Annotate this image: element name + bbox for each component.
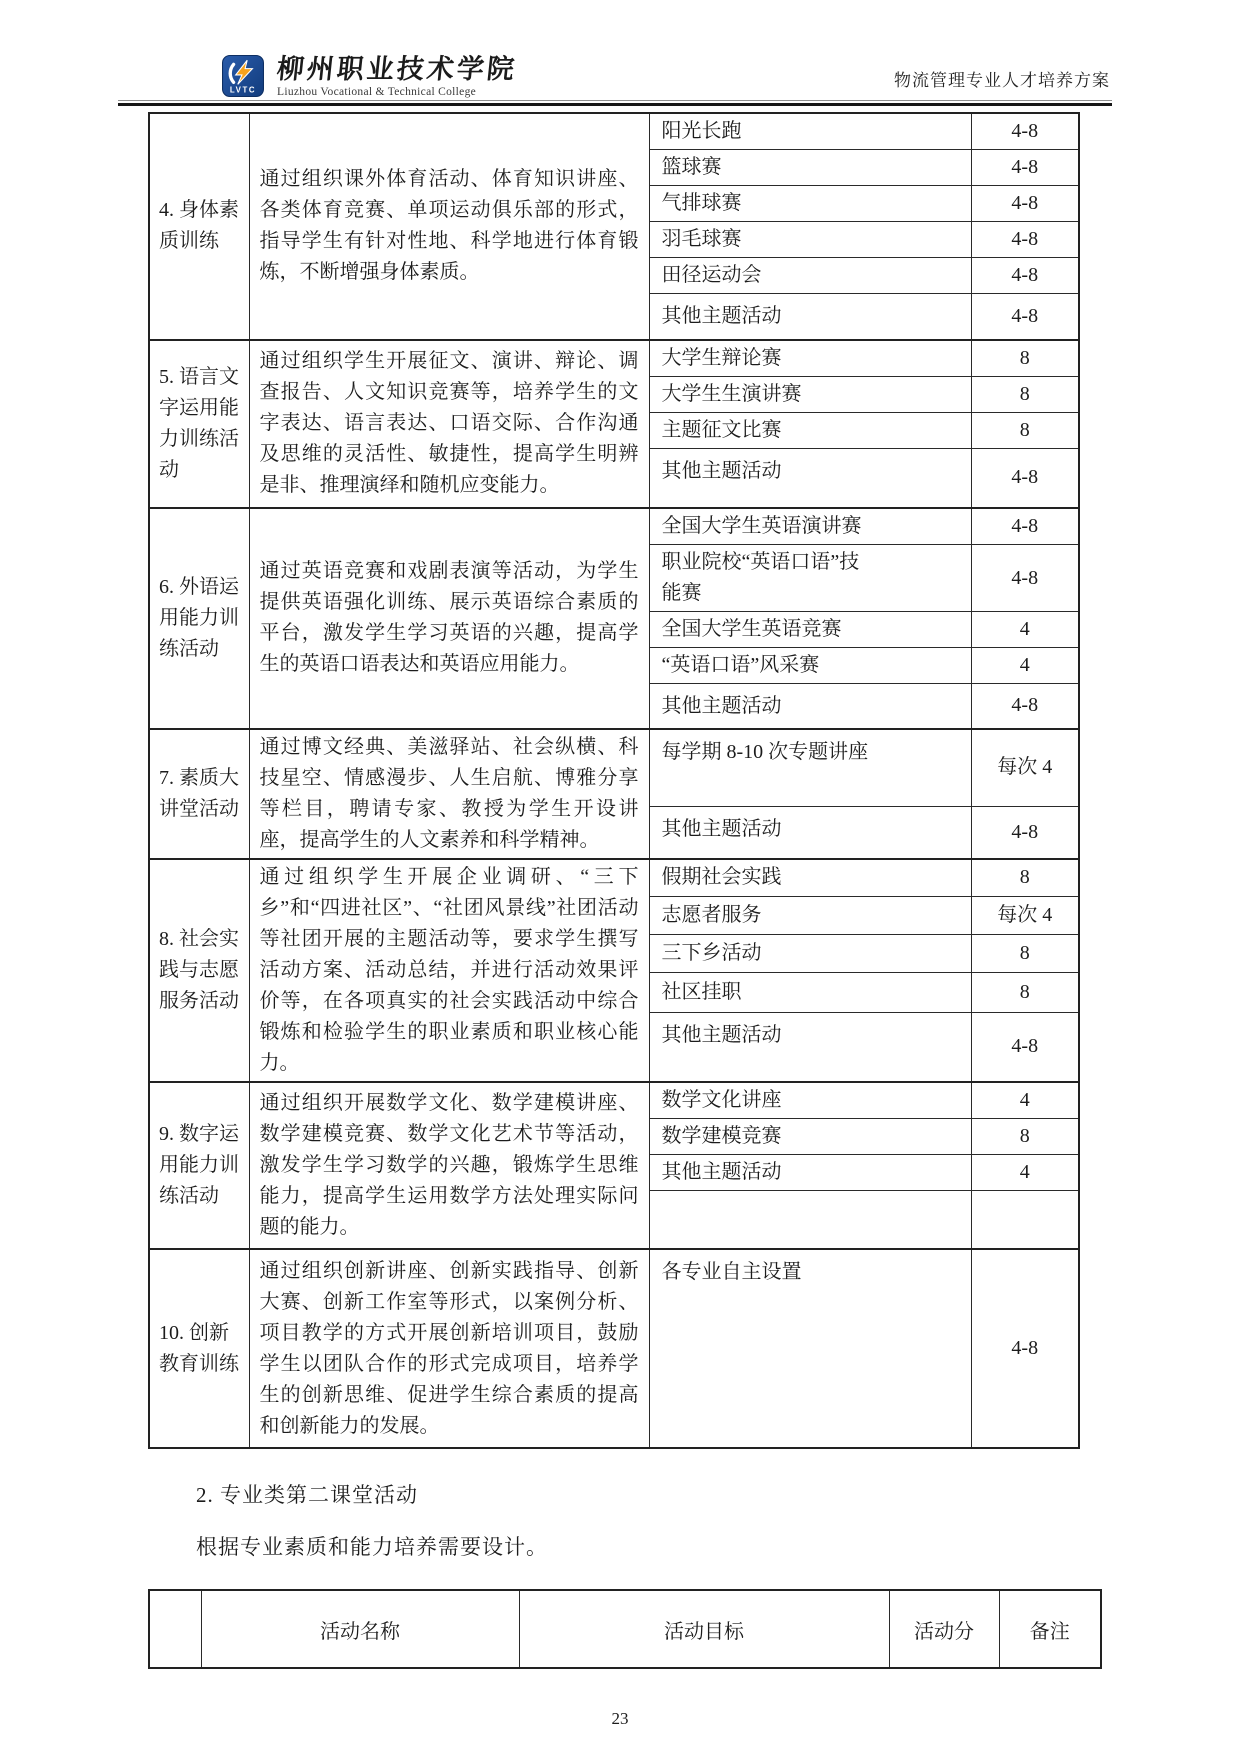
description-cell: 通过组织创新讲座、创新实践指导、创新大赛、创新工作室等形式，以案例分析、项目教学的方式开展创新培训项目，鼓励学生以团队合作的形式完成项目，培养学生的创新思维、促进学生综合素质的提高和创新能力的发展。 xyxy=(249,1249,649,1448)
activity-score-cell: 8 xyxy=(971,340,1079,377)
category-cell: 7. 素质大讲堂活动 xyxy=(149,729,249,859)
activity-score-cell: 4 xyxy=(971,648,1079,684)
category-cell: 5. 语言文字运用能力训练活动 xyxy=(149,340,249,509)
activity-score-cell: 4-8 xyxy=(971,1012,1079,1081)
activity-name-cell: 三下乡活动 xyxy=(649,935,971,973)
activity-score-cell: 每次 4 xyxy=(971,897,1079,935)
activity-score-cell: 4-8 xyxy=(971,806,1079,858)
activity-score-cell: 4-8 xyxy=(971,150,1079,186)
activity-name-cell: 阳光长跑 xyxy=(649,113,971,150)
activity-score-cell: 4 xyxy=(971,1154,1079,1190)
activity-name-cell: 篮球赛 xyxy=(649,150,971,186)
category-cell: 8. 社会实践与志愿服务活动 xyxy=(149,859,249,1082)
activity-score-cell: 8 xyxy=(971,972,1079,1012)
category-cell: 9. 数字运用能力训练活动 xyxy=(149,1082,249,1250)
activity-score-cell: 4-8 xyxy=(971,222,1079,258)
activity-score-cell: 4-8 xyxy=(971,113,1079,150)
college-name-en: Liuzhou Vocational & Technical College xyxy=(277,86,477,98)
college-logo xyxy=(222,54,517,98)
activity-score-cell: 4-8 xyxy=(971,186,1079,222)
activity-name-cell: 志愿者服务 xyxy=(649,897,971,935)
activity-name-cell: 其他主题活动 xyxy=(649,806,971,858)
activity-score-cell: 8 xyxy=(971,412,1079,448)
category-cell: 4. 身体素质训练 xyxy=(149,113,249,340)
lvtc-abbr-text: LVTC xyxy=(229,85,257,95)
table-header-row xyxy=(149,1590,1101,1668)
description-cell: 通过组织学生开展企业调研、“三下乡”和“四进社区”、“社团风景线”社团活动等社团开展的主题活动等，要求学生撰写活动方案、活动总结，并进行活动效果评价等，在各项真实的社会实践活动中综合锻炼和检验学生的职业素质和职业核心能力。 xyxy=(249,859,649,1082)
activity-name-cell: 其他主题活动 xyxy=(649,1154,971,1190)
bottom-header-empty xyxy=(149,1590,201,1668)
activity-score-cell: 每次 4 xyxy=(971,729,1079,807)
table-row xyxy=(149,1249,1079,1448)
category-cell: 10. 创新教育训练 xyxy=(149,1249,249,1448)
activity-score-cell: 4-8 xyxy=(971,448,1079,508)
activity-score-cell: 4-8 xyxy=(971,1249,1079,1448)
activity-score-cell: 4-8 xyxy=(971,508,1079,545)
activity-name-cell: 大学生辩论赛 xyxy=(649,340,971,377)
table-row xyxy=(149,729,1079,807)
description-cell: 通过英语竞赛和戏剧表演等活动，为学生提供英语强化训练、展示英语综合素质的平台，激发学生学习英语的兴趣，提高学生的英语口语表达和英语应用能力。 xyxy=(249,508,649,729)
activity-name-cell: 全国大学生英语演讲赛 xyxy=(649,508,971,545)
activity-name-cell: 主题征文比赛 xyxy=(649,412,971,448)
lvtc-logo-icon xyxy=(222,55,264,97)
bottom-header-activity-goal: 活动目标 xyxy=(519,1590,889,1668)
section-body-text: 根据专业素质和能力培养需要设计。 xyxy=(196,1535,548,1559)
page-number: 23 xyxy=(611,1709,629,1728)
activity-name-cell: 其他主题活动 xyxy=(649,1012,971,1081)
activity-name-cell: 气排球赛 xyxy=(649,186,971,222)
activity-score-cell: 4-8 xyxy=(971,294,1079,340)
bottom-header-activity-name: 活动名称 xyxy=(201,1590,519,1668)
activity-name-cell: 每学期 8-10 次专题讲座 xyxy=(649,729,971,807)
second-classroom-activities-table xyxy=(148,112,1080,1449)
activity-name-cell: 社区挂职 xyxy=(649,972,971,1012)
description-cell: 通过组织开展数学文化、数学建模讲座、数学建模竞赛、数学文化艺术节等活动，激发学生学习数学的兴趣，锻炼学生思维能力，提高学生运用数学方法处理实际问题的能力。 xyxy=(249,1082,649,1250)
activity-score-cell: 4 xyxy=(971,612,1079,648)
activity-name-cell xyxy=(649,1190,971,1249)
activity-name-cell: 其他主题活动 xyxy=(649,684,971,729)
activity-name-cell: 假期社会实践 xyxy=(649,859,971,897)
activity-score-cell: 4-8 xyxy=(971,684,1079,729)
header-rule xyxy=(118,100,1112,106)
description-cell: 通过组织课外体育活动、体育知识讲座、各类体育竞赛、单项运动俱乐部的形式，指导学生有针对性地、科学地进行体育锻炼，不断增强身体素质。 xyxy=(249,113,649,340)
activity-name-cell: 其他主题活动 xyxy=(649,294,971,340)
activity-name-cell: “英语口语”风采赛 xyxy=(649,648,971,684)
bottom-header-activity-score: 活动分 xyxy=(889,1590,999,1668)
table-row xyxy=(149,113,1079,150)
college-name-cn: 柳州职业技术学院 xyxy=(275,54,519,84)
table-row xyxy=(149,508,1079,545)
activity-score-cell xyxy=(971,1190,1079,1249)
activity-score-cell: 4 xyxy=(971,1082,1079,1119)
activity-name-cell: 各专业自主设置 xyxy=(649,1249,971,1448)
activity-score-cell: 8 xyxy=(971,1118,1079,1154)
activity-score-cell: 8 xyxy=(971,376,1079,412)
college-names xyxy=(277,54,517,98)
activity-name-cell: 其他主题活动 xyxy=(649,448,971,508)
section-heading: 2. 专业类第二课堂活动 xyxy=(196,1483,418,1507)
activity-name-cell: 数学建模竞赛 xyxy=(649,1118,971,1154)
activity-score-cell: 8 xyxy=(971,859,1079,897)
activity-name-cell: 全国大学生英语竞赛 xyxy=(649,612,971,648)
description-cell: 通过博文经典、美滋驿站、社会纵横、科技星空、情感漫步、人生启航、博雅分享等栏目，聘请专家、教授为学生开设讲座，提高学生的人文素养和科学精神。 xyxy=(249,729,649,859)
table-row xyxy=(149,859,1079,897)
activity-score-cell: 8 xyxy=(971,935,1079,973)
page-header xyxy=(118,0,1110,98)
activity-name-cell: 羽毛球赛 xyxy=(649,222,971,258)
activity-name-cell: 大学生生演讲赛 xyxy=(649,376,971,412)
bottom-header-remarks: 备注 xyxy=(999,1590,1101,1668)
description-cell: 通过组织学生开展征文、演讲、辩论、调查报告、人文知识竞赛等，培养学生的文字表达、语言表达、口语交际、合作沟通及思维的灵活性、敏捷性，提高学生明辨是非、推理演绎和随机应变能力。 xyxy=(249,340,649,509)
activity-score-cell: 4-8 xyxy=(971,545,1079,612)
table-row xyxy=(149,1082,1079,1119)
category-cell: 6. 外语运用能力训练活动 xyxy=(149,508,249,729)
activity-score-cell: 4-8 xyxy=(971,258,1079,294)
professional-activities-table xyxy=(148,1589,1102,1669)
activity-name-cell: 职业院校“英语口语”技能赛 xyxy=(649,545,971,612)
activity-name-cell: 田径运动会 xyxy=(649,258,971,294)
document-title: 物流管理专业人才培养方案 xyxy=(894,71,1110,90)
table-row xyxy=(149,340,1079,377)
activity-name-cell: 数学文化讲座 xyxy=(649,1082,971,1119)
